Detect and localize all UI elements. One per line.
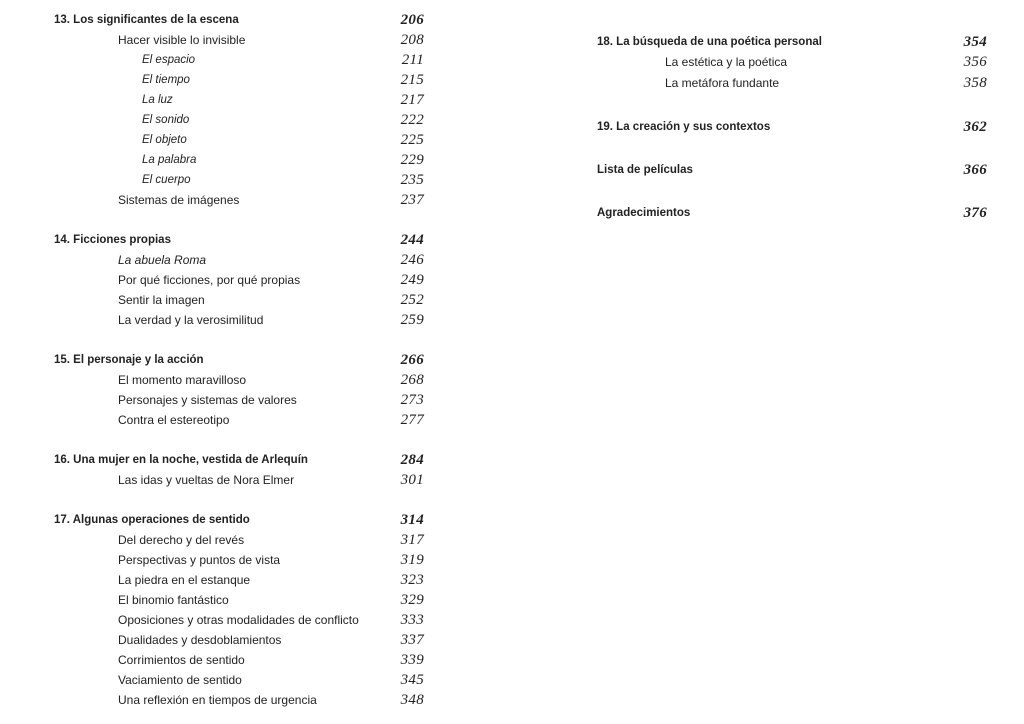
page-number: 211 [401, 52, 424, 68]
toc-chapter-16 [54, 450, 424, 470]
page-number: 358 [963, 75, 987, 91]
toc-subentry [54, 50, 424, 70]
page-number: 366 [963, 162, 987, 178]
toc-entry [54, 570, 424, 590]
toc-chapter-17 [54, 510, 424, 530]
entry-label: Contra el estereotipo [118, 413, 230, 427]
toc-entry [54, 410, 424, 430]
page-number: 229 [400, 152, 424, 168]
page-number: 244 [400, 232, 424, 248]
page-number: 259 [400, 312, 424, 328]
entry-label: Hacer visible lo invisible [118, 33, 246, 47]
toc-chapter-13 [54, 10, 424, 30]
page-number: 339 [400, 652, 424, 668]
chapter-title: 16. Una mujer en la noche, vestida de Arlequín [54, 454, 308, 466]
entry-label: Corrimientos de sentido [118, 653, 245, 667]
entry-label: Sentir la imagen [118, 293, 205, 307]
entry-label: Personajes y sistemas de valores [118, 393, 297, 407]
toc-entry [54, 650, 424, 670]
page-number: 319 [400, 552, 424, 568]
page-number: 284 [400, 452, 424, 468]
toc-chapter-15 [54, 350, 424, 370]
toc-subentry [54, 90, 424, 110]
entry-label: Oposiciones y otras modalidades de conflicto [118, 613, 359, 627]
toc-films-list [597, 160, 987, 180]
toc-subentry [54, 150, 424, 170]
page-number: 246 [400, 252, 424, 268]
entry-label: La estética y la poética [665, 55, 788, 69]
toc-entry [54, 370, 424, 390]
page-number: 225 [400, 132, 424, 148]
entry-label: La piedra en el estanque [118, 573, 251, 587]
page-number: 252 [400, 292, 424, 308]
page-number: 345 [400, 672, 424, 688]
toc-subentry [54, 170, 424, 190]
toc-entry [54, 390, 424, 410]
chapter-title: 14. Ficciones propias [54, 234, 171, 246]
page-number: 268 [400, 372, 424, 388]
toc-entry [54, 250, 424, 270]
page-number: 206 [400, 12, 424, 28]
toc-entry [54, 550, 424, 570]
toc-entry [54, 470, 424, 490]
page-number: 237 [400, 192, 424, 208]
section-title: Agradecimientos [597, 207, 691, 219]
section-title: Lista de películas [597, 164, 693, 176]
page-number: 301 [400, 472, 424, 488]
page-number: 337 [400, 632, 424, 648]
page-number: 215 [400, 72, 424, 88]
chapter-title: 17. Algunas operaciones de sentido [54, 514, 250, 526]
entry-label: La luz [142, 94, 173, 106]
toc-entry [597, 52, 987, 73]
toc-entry [54, 310, 424, 330]
entry-label: La verdad y la verosimilitud [118, 313, 264, 327]
toc-entry [54, 30, 424, 50]
page-number: 356 [963, 54, 987, 70]
page-number: 217 [400, 92, 424, 108]
toc-entry [54, 670, 424, 690]
entry-label: El momento maravilloso [118, 373, 247, 387]
toc-entry [54, 610, 424, 630]
entry-label: Las idas y vueltas de Nora Elmer [118, 473, 295, 487]
toc-chapter-19 [597, 117, 987, 137]
toc-chapter-14 [54, 230, 424, 250]
chapter-title: 15. El personaje y la acción [54, 354, 204, 366]
toc-entry [54, 590, 424, 610]
entry-label: El sonido [142, 114, 190, 126]
entry-label: Una reflexión en tiempos de urgencia [118, 693, 317, 707]
toc-subentry [54, 130, 424, 150]
entry-label: Perspectivas y puntos de vista [118, 553, 281, 567]
toc-entry [54, 690, 424, 710]
page-number: 208 [400, 32, 424, 48]
page-number: 348 [400, 692, 424, 708]
toc-entry [54, 530, 424, 550]
chapter-title: 13. Los significantes de la escena [54, 14, 239, 26]
toc-entry [54, 290, 424, 310]
entry-label: El objeto [142, 134, 187, 146]
entry-label: La palabra [142, 154, 197, 166]
entry-label: El cuerpo [142, 174, 191, 186]
entry-label: Sistemas de imágenes [118, 193, 240, 207]
toc-entry [54, 190, 424, 210]
entry-label: El binomio fantástico [118, 593, 229, 607]
toc-entry [54, 270, 424, 290]
page-number: 235 [400, 172, 424, 188]
toc-subentry [54, 110, 424, 130]
toc-left-column [54, 10, 424, 710]
page-number: 323 [400, 572, 424, 588]
page-number: 249 [400, 272, 424, 288]
toc-subentry [54, 70, 424, 90]
page-number: 277 [400, 412, 424, 428]
chapter-title: 18. La búsqueda de una poética personal [597, 36, 822, 48]
chapter-title: 19. La creación y sus contextos [597, 121, 771, 133]
toc-chapter-18 [597, 32, 987, 52]
page-number: 317 [400, 532, 424, 548]
toc-entry [54, 630, 424, 650]
page-number: 266 [400, 352, 424, 368]
entry-label: El espacio [142, 54, 196, 66]
entry-label: Vaciamiento de sentido [118, 673, 242, 687]
page-number: 376 [963, 205, 987, 221]
entry-label: La metáfora fundante [665, 76, 780, 90]
entry-label: Por qué ficciones, por qué propias [118, 273, 301, 287]
entry-label: Dualidades y desdoblamientos [118, 633, 282, 647]
toc-right-column [597, 32, 987, 223]
page-number: 222 [400, 112, 424, 128]
page-number: 362 [963, 119, 987, 135]
page-number: 273 [400, 392, 424, 408]
toc-entry [597, 73, 987, 94]
page-number: 354 [963, 34, 987, 50]
entry-label: El tiempo [142, 74, 190, 86]
entry-label: La abuela Roma [118, 253, 207, 267]
entry-label: Del derecho y del revés [118, 533, 245, 547]
page-number: 314 [400, 512, 424, 528]
toc-acknowledgements [597, 203, 987, 223]
page-number: 333 [400, 612, 424, 628]
page-number: 329 [400, 592, 424, 608]
